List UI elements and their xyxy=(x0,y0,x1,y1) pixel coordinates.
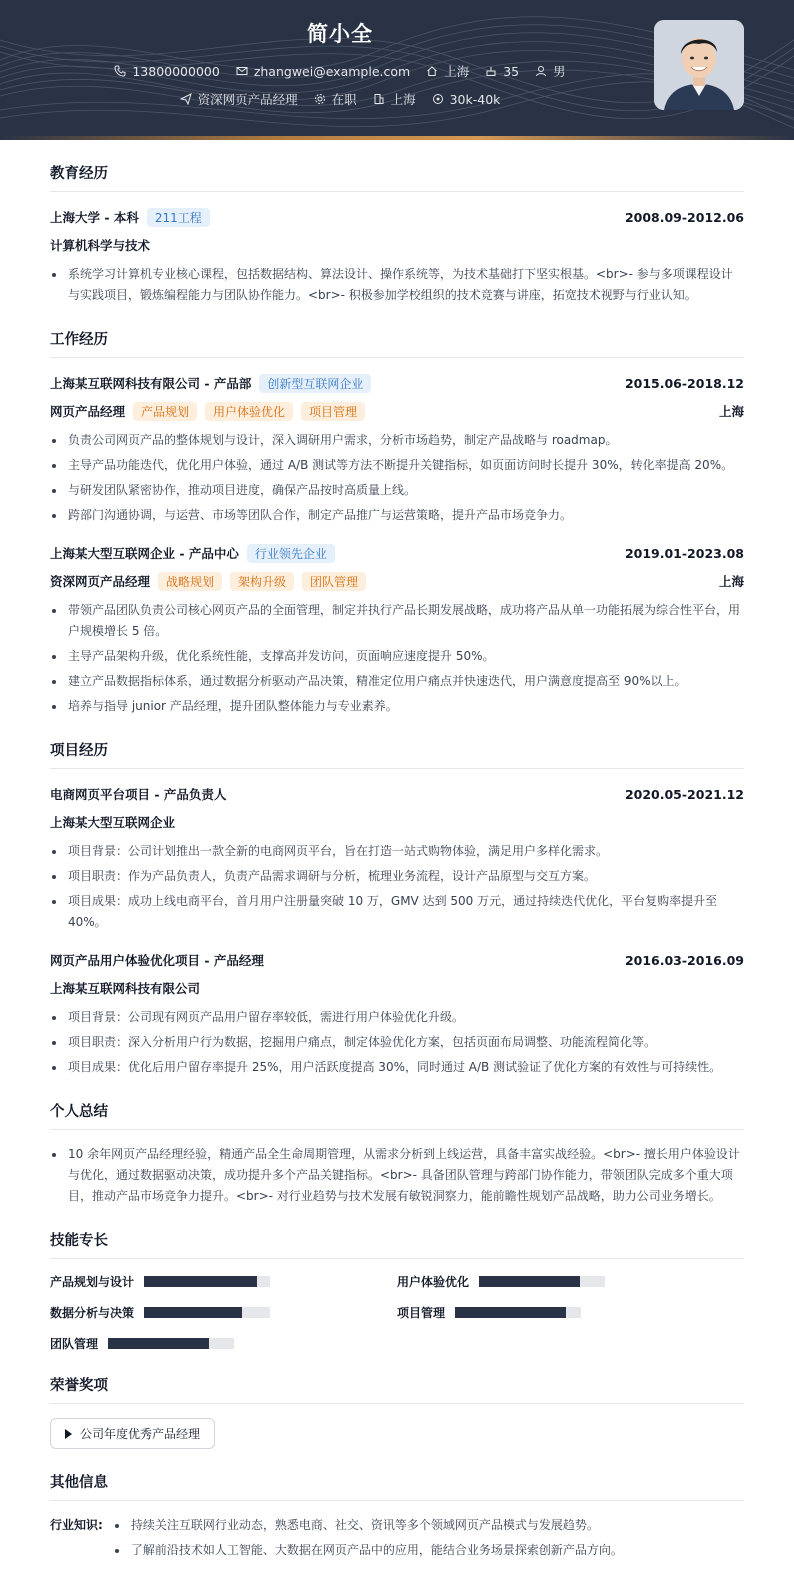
age-text: 35 xyxy=(503,63,520,79)
job-header xyxy=(50,372,744,394)
list-item: 项目背景：公司现有网页产品用户留存率较低，需进行用户体验优化升级。 xyxy=(50,1007,744,1028)
other-label: 行业知识: xyxy=(50,1518,103,1532)
email-text[interactable]: zhangwei@example.com xyxy=(253,63,411,79)
list-item: 项目职责：深入分析用户行为数据，挖掘用户痛点，制定体验优化方案，包括页面布局调整、功能流程简化等。 xyxy=(50,1032,744,1053)
skill-bar-fill xyxy=(144,1276,257,1287)
skill-item xyxy=(397,1304,744,1321)
project-entry xyxy=(50,783,744,933)
work-section xyxy=(50,328,744,717)
section-title: 荣誉奖项 xyxy=(50,1374,744,1404)
skill-bar-fill xyxy=(479,1276,580,1287)
salary-text: 30k-40k xyxy=(449,91,501,107)
skill-item xyxy=(50,1304,397,1321)
gender-item xyxy=(535,62,566,80)
project-name: 电商网页平台项目 - 产品负责人 xyxy=(50,787,227,802)
coin-icon xyxy=(432,93,444,105)
resume-content xyxy=(50,140,744,1565)
project-org: 上海某互联网科技有限公司 xyxy=(50,981,201,996)
job-role-line xyxy=(50,400,744,422)
list-item: 了解前沿技术如人工智能、大数据在网页产品中的应用，能结合业务场景探索创新产品方向。 xyxy=(113,1540,623,1561)
company-tag: 创新型互联网企业 xyxy=(259,374,371,393)
list-item: 项目成果：成功上线电商平台，首月用户注册量突破 10 万，GMV 达到 500 万元，通过持续迭代优化，平台复购率提升至 40%。 xyxy=(50,891,744,933)
skill-name: 用户体验优化 xyxy=(397,1275,470,1289)
education-section xyxy=(50,162,744,306)
project-header xyxy=(50,783,744,805)
list-item: 项目成果：优化后用户留存率提升 25%，用户活跃度提高 30%，同时通过 A/B 测试验证了优化方案的有效性与可持续性。 xyxy=(50,1057,744,1078)
projects-section xyxy=(50,739,744,1078)
list-item: 10 余年网页产品经理经验，精通产品全生命周期管理，从需求分析到上线运营，具备丰富实战经验。<br>- 擅长用户体验设计与优化，通过数据驱动决策，成功提升多个产品关键指标。<br>- 具备团队管理与跨部门协作能力，带领团队完成多个重大项目，推动产品市场竞争力提升。<br>- 对行业趋势与技术发展有敏锐洞察力，能前瞻性规划产品战略，助力公司业务增长。 xyxy=(50,1144,744,1207)
project-date: 2016.03-2016.09 xyxy=(624,952,744,968)
project-header xyxy=(50,949,744,971)
job-entry xyxy=(50,542,744,717)
skill-name: 数据分析与决策 xyxy=(50,1306,135,1320)
company-tag: 行业领先企业 xyxy=(247,544,335,563)
send-icon xyxy=(180,93,192,105)
list-item: 系统学习计算机专业核心课程，包括数据结构、算法设计、操作系统等，为技术基础打下坚实根基。<br>- 参与多项课程设计与实践项目，锻炼编程能力与团队协作能力。<br>- 积极参加学校组织的技术竞赛与讲座，拓宽技术视野与行业认知。 xyxy=(50,264,744,306)
job-role: 资深网页产品经理 xyxy=(50,574,151,589)
summary-section xyxy=(50,1100,744,1207)
skill-bar xyxy=(108,1338,234,1349)
avatar-portrait xyxy=(654,20,744,110)
company-name: 上海某互联网科技有限公司 - 产品部 xyxy=(50,376,252,391)
target-city-text: 上海 xyxy=(390,92,416,107)
project-bullets xyxy=(50,1007,744,1078)
list-item: 跨部门沟通协调，与运营、市场等团队合作，制定产品推广与运营策略，提升产品市场竞争力。 xyxy=(50,505,744,526)
skill-tag: 团队管理 xyxy=(302,572,366,591)
major: 计算机科学与技术 xyxy=(50,238,151,253)
section-title: 技能专长 xyxy=(50,1229,744,1259)
honors-section xyxy=(50,1374,744,1449)
location-item xyxy=(426,62,469,80)
location-text: 上海 xyxy=(444,64,470,79)
skill-item xyxy=(50,1335,397,1352)
job-city: 上海 xyxy=(718,404,744,419)
skill-bar xyxy=(479,1276,605,1287)
other-bullets xyxy=(113,1515,623,1565)
list-item: 与研发团队紧密协作，推动项目进度，确保产品按时高质量上线。 xyxy=(50,480,744,501)
other-section xyxy=(50,1471,744,1565)
list-item: 持续关注互联网行业动态，熟悉电商、社交、资讯等多个领域网页产品模式与发展趋势。 xyxy=(113,1515,623,1536)
phone-text[interactable]: 13800000000 xyxy=(132,63,220,79)
job-entry xyxy=(50,372,744,526)
target-title-item xyxy=(180,90,298,108)
company-name: 上海某大型互联网企业 - 产品中心 xyxy=(50,546,239,561)
section-title: 个人总结 xyxy=(50,1100,744,1130)
skills-grid xyxy=(50,1273,744,1352)
list-item: 培养与指导 junior 产品经理，提升团队整体能力与专业素养。 xyxy=(50,696,744,717)
job-bullets xyxy=(50,600,744,717)
skill-bar xyxy=(144,1276,270,1287)
status-text: 在职 xyxy=(331,92,357,107)
age-item xyxy=(485,62,519,80)
job-header xyxy=(50,542,744,564)
project-date: 2020.05-2021.12 xyxy=(624,786,744,802)
phone-item xyxy=(114,62,219,80)
summary-bullets xyxy=(50,1144,744,1207)
section-title: 工作经历 xyxy=(50,328,744,358)
education-date: 2008.09-2012.06 xyxy=(624,209,744,225)
award-chip[interactable] xyxy=(50,1418,215,1449)
list-item: 负责公司网页产品的整体规划与设计，深入调研用户需求，分析市场趋势，制定产品战略与 roadmap。 xyxy=(50,430,744,451)
cake-icon xyxy=(485,65,497,77)
resume-header xyxy=(0,0,794,140)
school-tag: 211工程 xyxy=(147,208,210,227)
section-title: 项目经历 xyxy=(50,739,744,769)
job-date: 2015.06-2018.12 xyxy=(624,375,744,391)
skill-item xyxy=(397,1273,744,1290)
job-role-line xyxy=(50,570,744,592)
building-icon xyxy=(373,93,385,105)
list-item: 建立产品数据指标体系，通过数据分析驱动产品决策，精准定位用户痛点并快速迭代，用户满意度提高至 90%以上。 xyxy=(50,671,744,692)
mail-icon xyxy=(236,65,248,77)
target-title-text: 资深网页产品经理 xyxy=(197,92,298,107)
list-item: 主导产品架构升级，优化系统性能，支撑高并发访问，页面响应速度提升 50%。 xyxy=(50,646,744,667)
gear-icon xyxy=(314,93,326,105)
job-city: 上海 xyxy=(718,574,744,589)
skills-section xyxy=(50,1229,744,1352)
list-item: 项目职责：作为产品负责人，负责产品需求调研与分析，梳理业务流程，设计产品原型与交互方案。 xyxy=(50,866,744,887)
skill-tag: 架构升级 xyxy=(230,572,294,591)
job-bullets xyxy=(50,430,744,526)
skill-bar-fill xyxy=(455,1307,566,1318)
list-item: 主导产品功能迭代，优化用户体验，通过 A/B 测试等方法不断提升关键指标，如页面访问时长提升 30%，转化率提高 20%。 xyxy=(50,455,744,476)
skill-bar xyxy=(144,1307,270,1318)
skill-tag: 产品规划 xyxy=(133,402,197,421)
project-org: 上海某大型互联网企业 xyxy=(50,815,176,830)
other-row xyxy=(50,1515,744,1565)
target-row xyxy=(0,90,680,108)
education-header xyxy=(50,206,744,228)
skill-name: 产品规划与设计 xyxy=(50,1275,135,1289)
user-icon xyxy=(535,65,547,77)
contact-row xyxy=(0,62,680,80)
job-date: 2019.01-2023.08 xyxy=(624,545,744,561)
phone-icon xyxy=(114,65,126,77)
avatar xyxy=(654,20,744,110)
education-entry xyxy=(50,206,744,306)
skill-name: 团队管理 xyxy=(50,1337,99,1351)
project-entry xyxy=(50,949,744,1078)
status-item xyxy=(314,90,357,108)
job-role: 网页产品经理 xyxy=(50,404,126,419)
section-title: 教育经历 xyxy=(50,162,744,192)
skill-name: 项目管理 xyxy=(397,1306,446,1320)
gender-text: 男 xyxy=(553,64,566,79)
skill-bar xyxy=(455,1307,581,1318)
skill-item xyxy=(50,1273,397,1290)
skill-bar-fill xyxy=(108,1338,209,1349)
skill-bar-fill xyxy=(144,1307,242,1318)
education-bullets xyxy=(50,264,744,306)
home-icon xyxy=(426,65,438,77)
project-name: 网页产品用户体验优化项目 - 产品经理 xyxy=(50,953,264,968)
skill-tag: 战略规划 xyxy=(158,572,222,591)
salary-item xyxy=(432,90,501,108)
school-name: 上海大学 - 本科 xyxy=(50,210,139,225)
target-city-item xyxy=(373,90,416,108)
project-bullets xyxy=(50,841,744,933)
play-icon xyxy=(65,1429,72,1439)
skill-tag: 用户体验优化 xyxy=(205,402,293,421)
list-item: 项目背景：公司计划推出一款全新的电商网页平台，旨在打造一站式购物体验，满足用户多样化需求。 xyxy=(50,841,744,862)
skill-tag: 项目管理 xyxy=(301,402,365,421)
award-name: 公司年度优秀产品经理 xyxy=(80,1427,201,1441)
section-title: 其他信息 xyxy=(50,1471,744,1501)
candidate-name: 简小全 xyxy=(307,22,373,46)
email-item xyxy=(236,62,410,80)
list-item: 带领产品团队负责公司核心网页产品的全面管理，制定并执行产品长期发展战略，成功将产品从单一功能拓展为综合性平台，用户规模增长 5 倍。 xyxy=(50,600,744,642)
